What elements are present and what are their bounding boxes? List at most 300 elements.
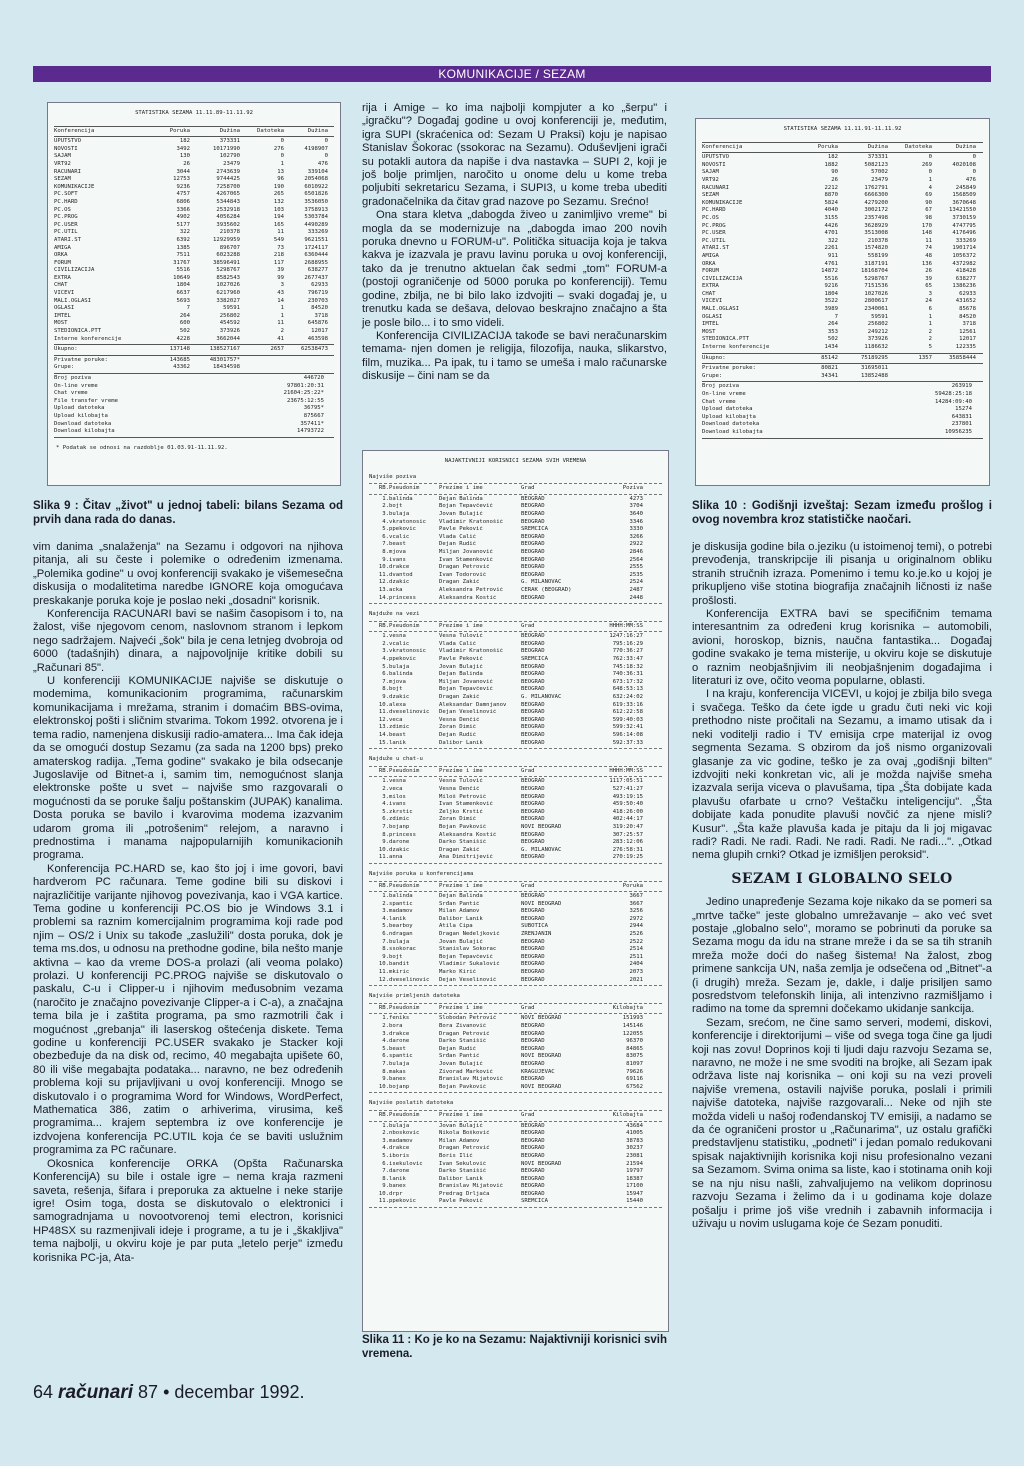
cell: 35858444 [949, 354, 976, 361]
cell: 1. [382, 1122, 389, 1129]
cell: vkratonosic [389, 518, 427, 525]
cell: Download datoteka [54, 420, 112, 427]
cell: BEOGRAD [521, 893, 545, 900]
cell: 1901714 [952, 245, 976, 252]
cell: BEOGRAD [521, 793, 545, 800]
cell: 12. [378, 976, 389, 983]
cell: BEOGRAD [521, 778, 545, 785]
cell: 3. [382, 1030, 389, 1037]
cell: 5824 [824, 199, 838, 206]
cell: 2340061 [864, 306, 888, 313]
cell: BEOGRAD [521, 953, 545, 960]
divider [54, 437, 334, 438]
cell: Grupe: [54, 364, 75, 371]
user-row [363, 702, 668, 710]
cell: veca [389, 785, 403, 792]
cell: 84865 [626, 1045, 643, 1052]
cell: 1574820 [864, 245, 888, 252]
user-row [363, 1123, 668, 1131]
cell: 103 [273, 206, 284, 213]
user-row [363, 778, 668, 786]
cell: dzakic [389, 694, 410, 701]
user-row [363, 1046, 668, 1054]
cell: 0 [280, 153, 284, 160]
cell: 48 [925, 252, 932, 259]
cell: ppekovic [389, 526, 416, 533]
cell: 43362 [173, 364, 190, 371]
cell: Predrag Drljača [439, 1190, 490, 1197]
cell: 1027026 [216, 282, 240, 289]
cell: PC.UTIL [702, 237, 726, 244]
cell: 3662044 [216, 335, 240, 342]
cell: 3366 [176, 206, 190, 213]
user-row [363, 717, 668, 725]
cell: 1762791 [864, 184, 888, 191]
cell: 2535 [629, 571, 643, 578]
cell: 4228 [176, 335, 190, 342]
table-row [48, 313, 340, 321]
cell: 12561 [959, 328, 976, 335]
section-header-row [363, 1005, 668, 1013]
cell: Download datoteka [702, 421, 760, 428]
cell: Aleksandar Damnjanov [439, 701, 507, 708]
cell: PC.OS [54, 206, 71, 213]
user-row [363, 794, 668, 802]
cell: NOVOSTI [702, 161, 726, 168]
paragraph: U konferenciji KOMUNIKACIJE najviše se diskutuje o modemima, komunikacionim programima, računarskim komunikacijama i mrežama, stranim i domaćim BBS-ovima, elektronskoj pošti i sličnim stvarima. Tokom 1992. otvorena je i tema radio, namenjena diskusiji radio-amatera... Ima čak ideja da se omogući dostup Sezamu (za sada na 1200 bps) preko amaterskog radija. „Tema godine" svakako je bila odsecanje Jugoslavije od Bitnet-a i, samim tim, nemogućnost slanja elektronske pošte u svet – najviše smo razgovarali o mogućnosti da se poruke šalju poštanskim (JUPAK) kanalima. Dosta poruka se bavilo i kvarovima modema izazvanim udarom groma ili „potrošenim" relejom, a naravno i prednostima i manama najpopularnijih komunikacionih programa. [33, 675, 343, 862]
cell: bojt [389, 686, 403, 693]
cell: 770:36:27 [612, 648, 643, 655]
cell: 18387 [626, 1175, 643, 1182]
cell: Bojan Tepavčević [439, 953, 493, 960]
cell: 4056284 [216, 214, 240, 221]
cell: Prezime i ime [439, 1111, 483, 1118]
paragraph: Konferencija EXTRA bavi se specifičnim temama interesantnim za određeni krug korisnika – automobili, avioni, horoskop, biznis, naučna fantastika... Događaj godine svakako je tema misterije, u okviru koje se diskutuje o raznim neobjašnjivim ili neobjašnjenim događajima i literaturi iz ove, očito veoma popularne, oblasti. [692, 608, 992, 688]
user-row [363, 809, 668, 817]
cell: SREMČICA [521, 1198, 548, 1205]
cell: bulaja [389, 938, 410, 945]
section-title: Najduže na vezi [369, 611, 420, 618]
user-row [363, 579, 668, 587]
cell: 98 [925, 214, 932, 221]
cell: 182 [179, 138, 190, 145]
cell: 43 [277, 290, 284, 297]
cell: Ukupno: [54, 346, 78, 353]
cell: Vlada Čalić [439, 640, 477, 647]
paragraph: Konferencija RACUNARI bavi se našim časopisom i to, na žalost, više njegovom cenom, naslovnom stranom i lepkom nego sadržajem. Najveći „šok" bila je cena letnjeg dvobroja od 6000 (tadašnjih) dinara, a najpovoljnije kritike dobili su „Računari 85". [33, 608, 343, 674]
table-row [696, 329, 989, 337]
cell: 2404 [629, 961, 643, 968]
cell: Vesna Tulović [439, 633, 483, 640]
table-row [48, 290, 340, 298]
section-header-row [363, 485, 668, 493]
cell: 30237 [626, 1145, 643, 1152]
cell: BEOGRAD [521, 801, 545, 808]
cell: lanik [389, 915, 406, 922]
cell: Chat vreme [54, 390, 88, 397]
cell: 21594 [626, 1160, 643, 1167]
cell: 1385 [176, 244, 190, 251]
cell: ivans [389, 801, 406, 808]
cell: 5 [928, 344, 932, 351]
cell: 2846 [629, 548, 643, 555]
cell: 1724117 [304, 244, 328, 251]
cell: 270:19:25 [612, 854, 643, 861]
cell: Pseudonim [389, 767, 420, 774]
cell: BEOGRAD [521, 701, 545, 708]
divider [369, 621, 662, 622]
cell: Srđan Pantić [439, 900, 480, 907]
cell: Grad [521, 882, 535, 889]
cell: Grad [521, 767, 535, 774]
cell: 4267065 [216, 191, 240, 198]
cell: spantic [389, 1053, 413, 1060]
cell: RB. [378, 622, 389, 629]
cell: KOMUNIKACIJE [702, 199, 743, 206]
left-column [33, 500, 343, 1265]
table-stat-row [48, 421, 340, 429]
divider [702, 363, 983, 364]
cell: Kilobajta [612, 1004, 643, 1011]
cell: 0 [324, 138, 328, 145]
table-stat-row [48, 428, 340, 436]
cell: 3346 [629, 518, 643, 525]
cell: 83075 [626, 1053, 643, 1060]
cell: Datoteka [257, 127, 284, 134]
cell: 14. [378, 594, 389, 601]
table-row [48, 282, 340, 290]
cell: feniks [389, 1015, 410, 1022]
cell: 15. [378, 739, 389, 746]
user-row [363, 977, 668, 985]
cell: 6392 [176, 236, 190, 243]
divider [369, 1110, 662, 1111]
cell: 170 [921, 222, 932, 229]
cell: 230703 [307, 297, 328, 304]
cell: 7. [382, 1060, 389, 1067]
cell: Aleksandra Petrović [439, 586, 503, 593]
cell: 151993 [622, 1015, 643, 1022]
most-active-users-table [362, 450, 669, 1332]
cell: 96370 [626, 1038, 643, 1045]
table-header-row [48, 128, 340, 136]
cell: anna [389, 854, 403, 861]
cell: BEOGRAD [521, 1045, 545, 1052]
user-row [363, 511, 668, 519]
cell: ndragan [389, 931, 413, 938]
cell: Dužina [307, 127, 328, 134]
cell: Vlada Čalić [439, 533, 477, 540]
cell: CIVILIZACIJA [54, 267, 95, 274]
section-title: KOMUNIKACIJE / SEZAM [438, 67, 586, 81]
cell: BEOGRAD [521, 564, 545, 571]
divider [369, 494, 662, 495]
section-title: Najviše poslatih datoteka [369, 1100, 454, 1107]
cell: 2688955 [304, 259, 328, 266]
cell: 1. [382, 1015, 389, 1022]
cell: UPUTSTVO [54, 138, 81, 145]
cell: 84520 [959, 313, 976, 320]
cell: isekulovic [389, 1160, 423, 1167]
user-row [363, 847, 668, 855]
cell: RB. [378, 767, 389, 774]
cell: HHHH:MM:SS [609, 622, 643, 629]
cell: Dejan Balinda [439, 671, 483, 678]
table-row [48, 305, 340, 313]
cell: 1804 [176, 282, 190, 289]
cell: CIVILIZACIJA [702, 275, 743, 282]
cell: ORKA [54, 252, 68, 259]
cell: Konferencija [702, 143, 743, 150]
cell: BEOGRAD [521, 739, 545, 746]
cell: 2800617 [864, 298, 888, 305]
cell: On-line vreme [702, 391, 746, 397]
user-row [363, 564, 668, 572]
cell: Dejan Rudić [439, 732, 477, 738]
cell: 117 [273, 259, 284, 266]
user-row [363, 686, 668, 694]
cell: PC.UTIL [54, 229, 78, 236]
cell: 5516 [176, 267, 190, 274]
cell: BEOGRAD [521, 510, 545, 517]
cell: RB. [378, 1111, 389, 1118]
cell: Dejan Veselinović [439, 976, 497, 983]
cell: 48301757* [209, 356, 240, 363]
cell: 9. [382, 556, 389, 563]
cell: FORUM [702, 268, 719, 275]
cell: 11 [277, 229, 284, 236]
cell: BEOGRAD [521, 716, 545, 723]
cell: Živorad Marković [439, 1068, 493, 1075]
paragraph: Okosnica konferencije ORKA (Opšta Računarska KonferencijA) su bile i ostale igre – nema kraja razmeni saveta, rešenja, šifara i preporuka za aktuelne i neke starije igre! Osim toga, dosta se diskutovalo o elektronici i samogradnjama u novootvorenoj temi electron, korisnici HP48SX su razmenjivali ideje i programe, a tu je i „škakljiva" tema najbolji, u okviru koje je par puta „letelo perje" između korisnika PC-ja, Ata- [33, 1157, 343, 1264]
cell: 12753 [173, 176, 190, 183]
cell: 7258700 [216, 183, 240, 190]
cell: 12017 [311, 328, 328, 335]
user-row [363, 656, 668, 664]
cell: 795:16:29 [612, 640, 643, 647]
cell: NOVI BEOGRAD [521, 1053, 562, 1060]
cell: Interne konferencije [54, 335, 122, 342]
cell: 165 [273, 221, 284, 228]
cell: Konferencija [54, 127, 95, 134]
cell: Grad [521, 1111, 535, 1118]
cell: madamov [389, 1137, 413, 1144]
cell: Atila Čipa [439, 923, 473, 930]
divider [702, 438, 983, 439]
table-private-row [696, 373, 989, 381]
cell: 600 [179, 320, 190, 327]
cell: 1386236 [952, 283, 976, 290]
cell: 2054068 [304, 176, 328, 183]
user-row [363, 1053, 668, 1061]
cell: 1247:16:27 [609, 633, 643, 640]
section-header-row [363, 623, 668, 631]
cell: 249212 [867, 328, 888, 335]
cell: Datoteka [905, 143, 932, 150]
cell: 62933 [311, 282, 328, 289]
table-footnote: * Podatak se odnosi na razdoblje 01.03.91-11.11.92. [56, 444, 228, 451]
cell: Upload kilobajta [702, 413, 756, 420]
table-stat-row [48, 398, 340, 406]
cell: 6217960 [216, 290, 240, 297]
cell: 2357498 [864, 214, 888, 221]
cell: Jovan Bulajić [439, 938, 483, 945]
cell: 90 [925, 199, 932, 206]
cell: BEOGRAD [521, 1145, 545, 1152]
cell: 14284:09:40 [934, 398, 972, 405]
cell: G. MILANOVAC [521, 694, 562, 701]
paragraph: Sezam, srećom, ne čine samo serveri, modemi, diskovi, konferencije i direktorijumi – više od svega toga čine ga ljudi koji nas zovu! Doprinos koji ti ljudi daju razvoju Sezama se, naravno, ne može i ne sme svoditi na brojke, ali Sezam ipak održava liste naj korisnika – oni koji su na vezi proveli najviše vremena, ostavili najviše poruka, poslali i primili najviše datoteka, najviše razgovarali... Neke od njih ste možda videli u našoj rođendanskoj TV emisiji, a nadamo se da će ograničeni prostor u „Računarima", uz ostalu grafički predstavljenu statistiku, „podneti" i jedan pomalo redukovani spisak najaktivnijih korisnika koji nisu profesionalno vezani sa Sezamom. Svima onima sa liste, kao i stotinama onih koji se na nju nisu našli, zahvaljujemo na velikom doprinosu razvoju Sezama i želimo da i u godinama koje dolaze pošalju i prime još više vrednih i zabavnih informacija i uživaju u novim uslugama koje će Sezam ponuditi. [692, 1016, 992, 1230]
user-row [363, 641, 668, 649]
cell: Privatne poruke: [54, 356, 108, 363]
cell: 97801:20:31 [286, 382, 324, 389]
user-row [363, 534, 668, 542]
cell: Dalibor Lanik [439, 915, 483, 922]
cell: 2743639 [216, 168, 240, 175]
cell: Bojan Pavković [439, 1083, 487, 1090]
cell: 11. [378, 969, 389, 976]
cell: 19797 [626, 1168, 643, 1175]
cell: 85142 [821, 354, 838, 361]
cell: 3. [382, 1137, 389, 1144]
cell: 0 [280, 138, 284, 145]
cell: 3667 [629, 893, 643, 900]
caption-slika-11: Slika 11 : Ko je ko na Sezamu: Najaktivniji korisnici svih vremena. [362, 1334, 667, 1360]
cell: 10. [378, 701, 389, 708]
cell: 65 [925, 283, 932, 290]
cell: 1 [928, 176, 932, 183]
cell: 245849 [955, 184, 976, 191]
cell: PC.PROG [702, 222, 726, 229]
table-title: NAJAKTIVNIJI KORISNICI SEZAMA SVIH VREMENA [444, 458, 587, 464]
cell: acka [389, 586, 403, 593]
cell: Dejan Veselinović [439, 709, 497, 716]
cell: Slobodan Petrović [439, 1015, 497, 1022]
table-row [48, 199, 340, 207]
cell: Pseudonim [389, 485, 420, 492]
cell: 256802 [219, 312, 240, 319]
cell: Dragan Zakić [439, 846, 480, 853]
cell: 263919 [951, 383, 972, 390]
cell: 14872 [821, 268, 838, 275]
cell: 638277 [307, 267, 328, 274]
cell: Download kilobajta [54, 428, 115, 435]
table-row [696, 253, 989, 261]
cell: balinda [389, 671, 413, 678]
cell: milos [389, 793, 406, 800]
cell: 3704 [629, 503, 643, 510]
cell: 9621551 [304, 236, 328, 243]
cell: OGLASI [54, 305, 75, 312]
cell: 476 [317, 160, 328, 167]
page-number: 64 [33, 1382, 54, 1402]
cell: 322 [827, 237, 838, 244]
cell: 145146 [622, 1023, 643, 1029]
magazine-logo: računari [58, 1382, 134, 1403]
cell: 12929959 [213, 236, 240, 243]
cell: 2922 [629, 541, 643, 548]
table-row [696, 162, 989, 170]
user-row [363, 526, 668, 534]
table-row [48, 336, 340, 344]
user-row [363, 648, 668, 656]
cell: 502 [827, 336, 838, 343]
cell: SAJAM [702, 169, 719, 176]
cell: Srđan Pantić [439, 1053, 480, 1060]
cell: 283:12:06 [612, 839, 643, 846]
cell: 1 [928, 321, 932, 328]
cell: dzakic [389, 846, 410, 853]
cell: 5. [382, 808, 389, 815]
cell: Pavle Peković [439, 526, 483, 533]
cell: Dragan Petrović [439, 1030, 490, 1037]
table-row [48, 169, 340, 177]
cell: alexa [389, 701, 406, 708]
cell: Interne konferencije [702, 344, 770, 351]
cell: 333269 [955, 237, 976, 244]
cell: 0 [972, 154, 976, 161]
cell: 373331 [219, 138, 240, 145]
cell: balinda [389, 495, 413, 502]
table-private-row [48, 364, 340, 372]
cell: PC.HARD [54, 198, 78, 205]
cell: bojt [389, 953, 403, 960]
cell: 59428:25:18 [934, 391, 972, 397]
cell: 10. [378, 961, 389, 968]
cell: NOVI BEOGRAD [521, 1015, 562, 1022]
table-row [696, 177, 989, 185]
cell: Dejan Rudić [439, 1045, 477, 1052]
cell: 0 [928, 169, 932, 176]
cell: 1804 [824, 290, 838, 297]
cell: beast [389, 1045, 406, 1052]
cell: 10171990 [213, 145, 240, 152]
cell: Ukupno: [702, 354, 726, 361]
cell: 26 [925, 268, 932, 275]
divider [369, 985, 662, 986]
cell: dvantod [389, 571, 413, 578]
divider [54, 344, 334, 345]
cell: Nikola Bošković [439, 1130, 490, 1137]
table-row [696, 321, 989, 329]
cell: 1568509 [952, 192, 976, 199]
divider [369, 776, 662, 777]
table-stat-row [48, 390, 340, 398]
cell: Broj poziva [702, 383, 740, 390]
cell: 7 [186, 305, 190, 312]
cell: PC.USER [702, 230, 726, 237]
cell: 454592 [219, 320, 240, 327]
cell: 10. [378, 846, 389, 853]
cell: 4. [382, 518, 389, 525]
cell: 6637 [176, 290, 190, 297]
cell: mjova [389, 548, 406, 555]
cell: 319:20:47 [612, 823, 643, 830]
cell: 4273 [629, 495, 643, 502]
cell: BEOGRAD [521, 640, 545, 647]
cell: BEOGRAD [521, 816, 545, 823]
cell: nboskovic [389, 1130, 420, 1137]
cell: 4020108 [952, 161, 976, 168]
cell: 2021 [629, 976, 643, 983]
cell: CERAK (BEOGRAD) [521, 586, 572, 593]
cell: Bojan Pavković [439, 823, 487, 830]
cell: EXTRA [702, 283, 719, 290]
cell: madamov [389, 908, 413, 915]
table-stat-row [696, 406, 989, 414]
cell: 3718 [962, 321, 976, 328]
cell: 463598 [307, 335, 328, 342]
